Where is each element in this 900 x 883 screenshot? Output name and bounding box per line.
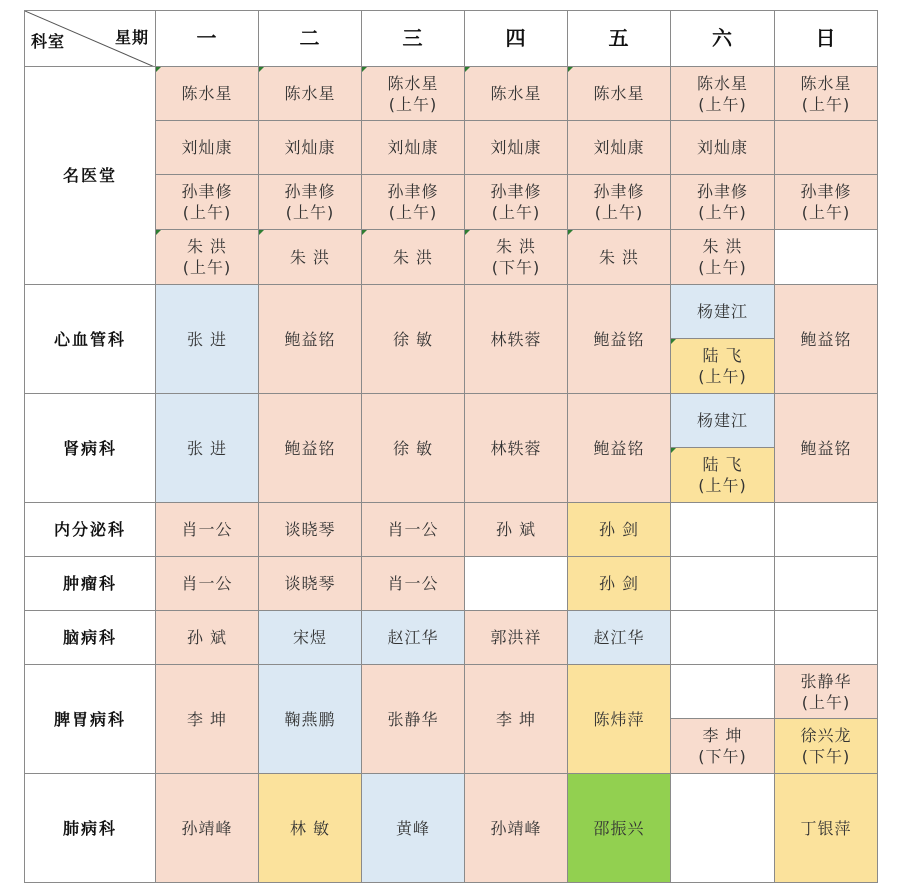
- doctor-name: 张 进: [186, 329, 228, 349]
- schedule-cell: [156, 67, 259, 121]
- department-name: 脾胃病科: [53, 709, 126, 729]
- cell-corner-mark: [362, 230, 367, 235]
- schedule-cell: [465, 611, 568, 665]
- doctor-name: 陈炜萍: [593, 709, 645, 729]
- session-note: (上午): [182, 203, 232, 222]
- schedule-cell: [259, 611, 362, 665]
- schedule-cell: [568, 121, 671, 175]
- doctor-name: 孙聿修: [800, 182, 852, 201]
- session-note: (上午): [388, 203, 438, 222]
- doctor-name: 徐兴龙: [800, 726, 852, 745]
- schedule-cell: [671, 285, 775, 339]
- session-note: (上午): [698, 94, 747, 114]
- schedule-cell: [259, 230, 362, 285]
- doctor-name: 赵江华: [593, 628, 645, 647]
- doctor-name: 陈水星: [181, 84, 233, 103]
- schedule-cell: [259, 285, 362, 394]
- schedule-cell: [568, 557, 671, 611]
- schedule-cell: [775, 67, 878, 121]
- doctor-name: 刘灿康: [490, 138, 542, 157]
- schedule-cell: [775, 719, 878, 774]
- doctor-name: 肖一公: [181, 520, 233, 539]
- day-header-6: [671, 10, 775, 67]
- schedule-cell: [465, 121, 568, 175]
- doctor-name: 朱 洪: [289, 247, 331, 267]
- doctor-name: 鲍益铭: [593, 438, 645, 458]
- schedule-cell: [259, 394, 362, 503]
- doctor-name: 张静华: [800, 671, 852, 691]
- corner-dept-label: 科室: [31, 32, 66, 51]
- doctor-name: 朱 洪: [186, 237, 228, 256]
- schedule-cell: [671, 121, 775, 175]
- schedule-cell: [465, 285, 568, 394]
- department-label: [24, 503, 156, 557]
- doctor-name: 邵振兴: [593, 818, 645, 838]
- schedule-cell: [465, 67, 568, 121]
- session-note: (上午): [491, 203, 541, 222]
- doctor-name: 徐 敏: [392, 438, 434, 458]
- corner-header: [24, 10, 156, 67]
- doctor-name: 孙靖峰: [181, 818, 233, 838]
- doctor-name: 孙聿修: [593, 182, 645, 201]
- session-note: (下午): [698, 747, 747, 766]
- session-note: (下午): [801, 747, 851, 766]
- doctor-name: 赵江华: [387, 628, 439, 647]
- doctor-name: 孙 剑: [598, 520, 640, 539]
- schedule-cell: [775, 285, 878, 394]
- schedule-cell: [671, 175, 775, 230]
- schedule-cell: [362, 121, 465, 175]
- schedule-cell: [568, 611, 671, 665]
- doctor-name: 孙靖峰: [490, 818, 542, 838]
- cell-corner-mark: [156, 67, 161, 72]
- doctor-name: 朱 洪: [702, 237, 743, 256]
- schedule-cell: [568, 665, 671, 774]
- doctor-name: 张 进: [186, 438, 228, 458]
- doctor-name: 刘灿康: [181, 138, 233, 157]
- doctor-name: 孙聿修: [387, 182, 439, 201]
- schedule-cell: [362, 774, 465, 883]
- doctor-name: 郭洪祥: [490, 628, 542, 647]
- schedule-cell: [465, 557, 568, 611]
- schedule-cell: [362, 394, 465, 503]
- schedule-cell: [671, 774, 775, 883]
- schedule-cell: [362, 230, 465, 285]
- schedule-cell: [671, 665, 775, 719]
- department-name: 肾病科: [62, 438, 117, 458]
- doctor-name: 孙聿修: [181, 182, 233, 201]
- corner-week-label: 星期: [114, 28, 149, 47]
- doctor-name: 刘灿康: [696, 138, 748, 157]
- doctor-name: 李 坤: [495, 709, 537, 729]
- schedule-cell: [259, 121, 362, 175]
- cell-corner-mark: [259, 230, 264, 235]
- schedule-cell: [568, 230, 671, 285]
- schedule-cell: [259, 503, 362, 557]
- cell-corner-mark: [259, 67, 264, 72]
- department-name: 心血管科: [53, 329, 126, 349]
- doctor-name: 朱 洪: [392, 247, 434, 267]
- schedule-cell: [465, 774, 568, 883]
- doctor-name: 肖一公: [387, 520, 439, 539]
- schedule-cell: [568, 285, 671, 394]
- doctor-name: 杨建江: [696, 302, 748, 321]
- schedule-cell: [775, 665, 878, 719]
- session-note: (上午): [388, 94, 438, 114]
- schedule-cell: [671, 394, 775, 448]
- doctor-name: 孙聿修: [696, 182, 748, 201]
- doctor-name: 林轶蓉: [490, 329, 542, 349]
- day-header-label: 六: [712, 26, 733, 50]
- department-label: [24, 611, 156, 665]
- doctor-name: 孙聿修: [284, 182, 336, 201]
- schedule-cell: [465, 175, 568, 230]
- schedule-cell: [775, 121, 878, 175]
- schedule-cell: [568, 67, 671, 121]
- doctor-name: 林 敏: [289, 818, 331, 838]
- doctor-name: 鲍益铭: [800, 329, 852, 349]
- schedule-cell: [775, 175, 878, 230]
- department-name: 脑病科: [62, 628, 117, 647]
- schedule-cell: [671, 67, 775, 121]
- day-header-4: [465, 10, 568, 67]
- schedule-cell: [465, 665, 568, 774]
- day-header-label: 二: [299, 26, 321, 50]
- doctor-name: 陈水星: [800, 73, 852, 93]
- day-header-5: [568, 10, 671, 67]
- schedule-cell: [362, 557, 465, 611]
- department-name: 肿瘤科: [62, 574, 117, 593]
- doctor-name: 肖一公: [387, 574, 439, 593]
- schedule-cell: [568, 503, 671, 557]
- doctor-name: 丁银萍: [800, 818, 852, 838]
- doctor-name: 肖一公: [181, 574, 233, 593]
- cell-corner-mark: [568, 230, 573, 235]
- day-header-label: 一: [196, 26, 218, 50]
- day-header-7: [775, 10, 878, 67]
- doctor-name: 刘灿康: [593, 138, 645, 157]
- day-header-label: 四: [505, 26, 527, 50]
- doctor-name: 张静华: [387, 709, 439, 729]
- doctor-name: 徐 敏: [392, 329, 434, 349]
- schedule-cell: [568, 175, 671, 230]
- schedule-cell: [259, 67, 362, 121]
- doctor-name: 刘灿康: [284, 138, 336, 157]
- cell-corner-mark: [465, 67, 470, 72]
- schedule-cell: [775, 230, 878, 285]
- session-note: (上午): [801, 203, 851, 222]
- schedule-cell: [156, 175, 259, 230]
- schedule-cell: [156, 665, 259, 774]
- doctor-name: 鲍益铭: [593, 329, 645, 349]
- department-label: [24, 557, 156, 611]
- cell-corner-mark: [568, 67, 573, 72]
- session-note: (上午): [698, 258, 747, 277]
- doctor-name: 孙 斌: [495, 520, 537, 539]
- department-label: [24, 394, 156, 503]
- cell-corner-mark: [465, 230, 470, 235]
- doctor-name: 朱 洪: [495, 237, 537, 256]
- schedule-cell: [259, 175, 362, 230]
- schedule-cell: [465, 230, 568, 285]
- department-name: 名医堂: [62, 166, 117, 185]
- doctor-name: 谈晓琴: [284, 574, 336, 593]
- doctor-name: 刘灿康: [387, 138, 439, 157]
- session-note: (上午): [285, 203, 335, 222]
- doctor-name: 林轶蓉: [490, 438, 542, 458]
- doctor-name: 陈水星: [490, 84, 542, 103]
- schedule-cell: [259, 557, 362, 611]
- schedule-cell: [775, 394, 878, 503]
- doctor-name: 朱 洪: [598, 247, 640, 267]
- day-header-3: [362, 10, 465, 67]
- cell-corner-mark: [671, 339, 676, 344]
- schedule-cell: [775, 774, 878, 883]
- schedule-cell: [362, 285, 465, 394]
- doctor-name: 鲍益铭: [284, 329, 336, 349]
- schedule-cell: [362, 611, 465, 665]
- session-note: (上午): [698, 476, 747, 495]
- schedule-cell: [156, 230, 259, 285]
- doctor-name: 陆 飞: [702, 455, 743, 474]
- schedule-cell: [568, 394, 671, 503]
- session-note: (上午): [698, 367, 747, 386]
- doctor-name: 陈水星: [696, 73, 748, 93]
- schedule-cell: [465, 503, 568, 557]
- doctor-name: 陈水星: [593, 84, 645, 103]
- schedule-cell: [775, 611, 878, 665]
- session-note: (上午): [801, 692, 851, 712]
- day-header-label: 三: [402, 26, 424, 50]
- doctor-name: 鲍益铭: [284, 438, 336, 458]
- doctor-name: 杨建江: [696, 411, 748, 430]
- doctor-name: 陆 飞: [702, 346, 743, 365]
- schedule-cell: [671, 503, 775, 557]
- cell-corner-mark: [156, 230, 161, 235]
- department-name: 内分泌科: [53, 520, 126, 539]
- schedule-cell: [775, 503, 878, 557]
- doctor-name: 孙聿修: [490, 182, 542, 201]
- cell-corner-mark: [362, 67, 367, 72]
- department-label: [24, 67, 156, 285]
- session-note: (上午): [801, 94, 851, 114]
- day-header-1: [156, 10, 259, 67]
- session-note: (上午): [698, 203, 747, 222]
- day-header-2: [259, 10, 362, 67]
- schedule-cell: [671, 557, 775, 611]
- schedule-cell: [671, 448, 775, 503]
- schedule-cell: [362, 175, 465, 230]
- session-note: (下午): [491, 258, 541, 277]
- session-note: (上午): [594, 203, 644, 222]
- schedule-cell: [156, 503, 259, 557]
- schedule-cell: [156, 557, 259, 611]
- doctor-name: 黄峰: [395, 818, 430, 838]
- schedule-cell: [671, 339, 775, 394]
- schedule-cell: [362, 665, 465, 774]
- day-header-label: 五: [608, 26, 630, 50]
- schedule-cell: [156, 394, 259, 503]
- schedule-cell: [259, 665, 362, 774]
- session-note: (上午): [182, 258, 232, 277]
- department-name: 肺病科: [62, 818, 117, 838]
- schedule-cell: [362, 67, 465, 121]
- doctor-name: 孙 斌: [186, 628, 228, 647]
- schedule-cell: [156, 774, 259, 883]
- doctor-name: 李 坤: [186, 709, 228, 729]
- doctor-name: 宋煜: [292, 628, 327, 647]
- schedule-cell: [568, 774, 671, 883]
- department-label: [24, 285, 156, 394]
- doctor-name: 鞠燕鹏: [284, 709, 336, 729]
- doctor-name: 陈水星: [284, 84, 336, 103]
- department-label: [24, 774, 156, 883]
- doctor-name: 鲍益铭: [800, 438, 852, 458]
- doctor-name: 李 坤: [702, 726, 743, 745]
- schedule-cell: [775, 557, 878, 611]
- schedule-cell: [156, 611, 259, 665]
- doctor-name: 谈晓琴: [284, 520, 336, 539]
- schedule-cell: [671, 719, 775, 774]
- doctor-name: 陈水星: [387, 73, 439, 93]
- schedule-cell: [156, 285, 259, 394]
- schedule-cell: [259, 774, 362, 883]
- cell-corner-mark: [671, 448, 676, 453]
- schedule-cell: [671, 230, 775, 285]
- doctor-name: 孙 剑: [598, 574, 640, 593]
- schedule-cell: [362, 503, 465, 557]
- day-header-label: 日: [815, 26, 837, 50]
- department-label: [24, 665, 156, 774]
- schedule-cell: [671, 611, 775, 665]
- schedule-cell: [156, 121, 259, 175]
- schedule-cell: [465, 394, 568, 503]
